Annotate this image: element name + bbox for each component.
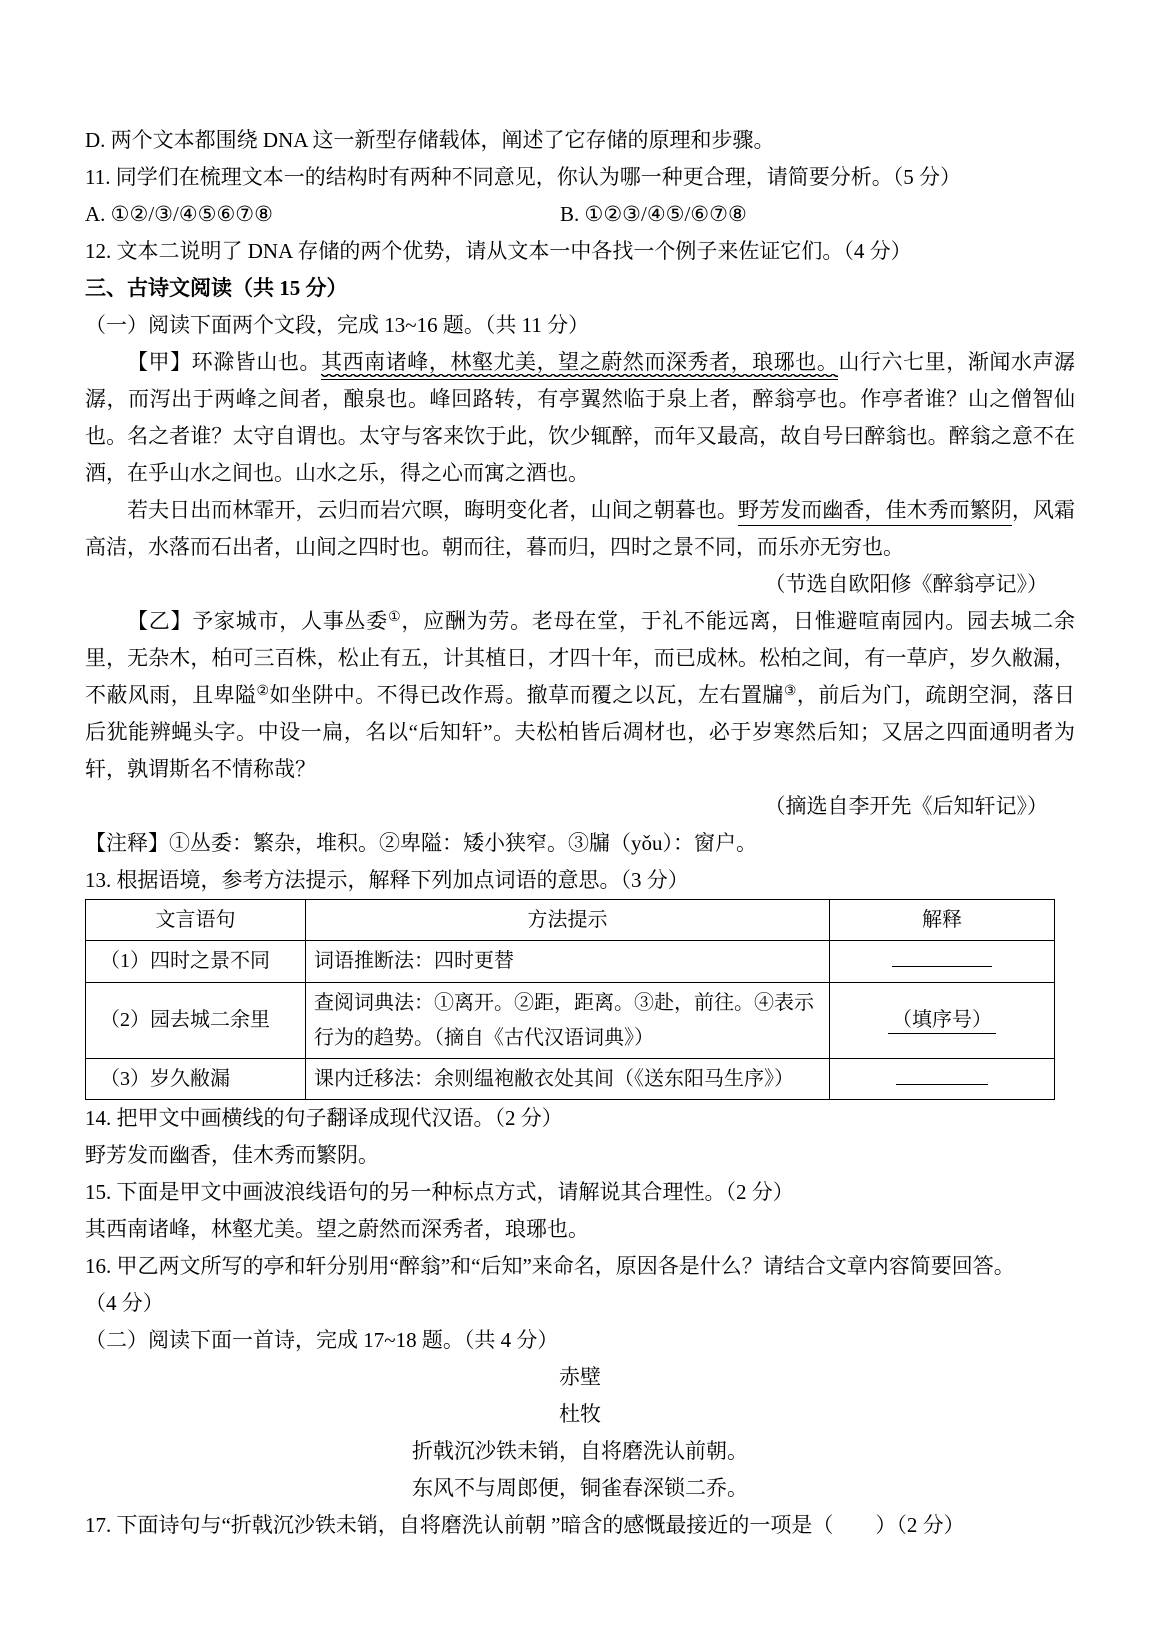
- question-14: 14. 把甲文中画横线的句子翻译成现代汉语。（2 分）: [85, 1106, 563, 1130]
- option-a: A. ①②/③/④⑤⑥⑦⑧: [85, 202, 273, 226]
- answer-blank: [892, 952, 992, 967]
- table-row: [86, 941, 1055, 983]
- passage-jia-paragraph-1: [85, 344, 1075, 492]
- answer-blank: [896, 1070, 988, 1085]
- column-header-answer: 解释: [830, 900, 1055, 941]
- jia-underlined-text: 野芳发而幽香，佳木秀而繁阴: [738, 498, 1012, 526]
- answer-cell: [830, 1059, 1055, 1100]
- note-ref-2: ②: [256, 684, 270, 699]
- jia-source-attribution: （节选自欧阳修《醉翁亭记》）: [764, 572, 1048, 596]
- column-header-hint: 方法提示: [306, 900, 830, 941]
- hint-cell: 查阅词典法：①离开。②距，距离。③赴，前往。④表示行为的趋势。（摘自《古代汉语词典》）: [306, 983, 830, 1059]
- yi-text: 【乙】予家城市，人事丛委: [127, 609, 389, 633]
- question-13: 13. 根据语境，参考方法提示，解释下列加点词语的意思。（3 分）: [85, 868, 689, 892]
- note-ref-3: ③: [783, 684, 797, 699]
- yi-text: ，前后为门，疏朗空洞，落日后犹能辨蝇头字。中设一扁，名以“后知轩”。夫松柏皆后凋材也，必于岁寒然后知；又居之四面通明者为轩，孰谓斯名不情称哉？: [85, 683, 1075, 781]
- hint-cell: 词语推断法：四时更替: [306, 941, 830, 983]
- answer-cell: [830, 941, 1055, 983]
- jia-text: ，风霜高洁，水落而石出者，山间之四时也。朝而往，暮而归，四时之景不同，而乐亦无穷也。: [85, 498, 1076, 559]
- question-15: 15. 下面是甲文中画波浪线语句的另一种标点方式，请解说其合理性。（2 分）: [85, 1180, 794, 1204]
- question-12: 12. 文本二说明了 DNA 存储的两个优势，请从文本一中各找一个例子来佐证它们。（4 分）: [85, 239, 912, 263]
- jia-text: 山行六七里，渐闻水声潺潺，而泻出于两峰之间者，酿泉也。峰回路转，有亭翼然临于泉上者，醉翁亭也。作亭者谁？山之僧智仙也。名之者谁？太守自谓也。太守与客来饮于此，饮少辄醉，而年又最高，故自号曰醉翁也。醉翁之意不在酒，在乎山水之间也。山水之乐，得之心而寓之酒也。: [85, 350, 1076, 485]
- section-3-title: 三、古诗文阅读（共 15 分）: [85, 276, 348, 300]
- answer-cell: [830, 983, 1055, 1059]
- passage-jia-paragraph-2: [85, 492, 1075, 566]
- poem-title: 赤壁: [559, 1365, 601, 1389]
- jia-text: 若夫日出而林霏开，云归而岩穴暝，晦明变化者，山间之朝暮也。: [127, 498, 738, 522]
- passage-yi-paragraph: [85, 603, 1075, 788]
- question-13-table: [85, 899, 1055, 1100]
- note-ref-1: ①: [388, 610, 402, 625]
- question-14-sentence: 野芳发而幽香，佳木秀而繁阴。: [85, 1143, 379, 1167]
- phrase-cell: （3）岁久敝漏: [86, 1059, 306, 1100]
- question-16-score: （4 分）: [85, 1291, 164, 1315]
- yi-source-attribution: （摘选自李开先《后知轩记》）: [764, 794, 1048, 818]
- poem-line-2: 东风不与周郎便，铜雀春深锁二乔。: [412, 1476, 748, 1500]
- question-17: 17. 下面诗句与“折戟沉沙铁未销，自将磨洗认前朝 ”暗含的感慨最接近的一项是（ ）（2 分）: [85, 1513, 965, 1537]
- hint-cell: 课内迁移法：余则缊袍敝衣处其间（《送东阳马生序》）: [306, 1059, 830, 1100]
- phrase-cell: （1）四时之景不同: [86, 941, 306, 983]
- fill-in-number-label: （填序号）: [888, 1009, 996, 1034]
- table-header-row: [86, 900, 1055, 941]
- yi-text: 如坐阱中。不得已改作焉。撤草而覆之以瓦，左右置牖: [269, 683, 784, 707]
- table-row: [86, 1059, 1055, 1100]
- option-b: B. ①②③/④⑤/⑥⑦⑧: [560, 202, 747, 226]
- table-row: [86, 983, 1055, 1059]
- question-11: 11. 同学们在梳理文本一的结构时有两种不同意见，你认为哪一种更合理，请简要分析。（5 分）: [85, 165, 961, 189]
- question-11-options: [85, 196, 1075, 233]
- footnotes: 【注释】①丛委：繁杂，堆积。②卑隘：矮小狭窄。③牖（yǒu）：窗户。: [85, 831, 757, 855]
- choice-option-d: D. 两个文本都围绕 DNA 这一新型存储载体，阐述了它存储的原理和步骤。: [85, 128, 775, 152]
- poem-line-1: 折戟沉沙铁未销，自将磨洗认前朝。: [412, 1439, 748, 1463]
- question-16: 16. 甲乙两文所写的亭和轩分别用“醉翁”和“后知”来命名，原因各是什么？请结合文章内容简要回答。: [85, 1254, 1015, 1278]
- column-header-phrase: 文言语句: [86, 900, 306, 941]
- part-2-intro: （二）阅读下面一首诗，完成 17~18 题。（共 4 分）: [85, 1328, 559, 1352]
- poem-author: 杜牧: [559, 1402, 601, 1426]
- yi-text: ，应酬为劳。老母在堂，于礼不能远离，日惟避喧南园内。园去城二余里，无杂木，柏可三百株，松止有五，计其植日，才四十年，而已成林。松柏之间，有一草庐，岁久敝漏，不蔽风雨，且卑隘: [85, 609, 1076, 707]
- jia-wavy-underlined-text: 其西南诸峰，林壑尤美，望之蔚然而深秀者，琅琊也。: [321, 350, 838, 380]
- question-15-sentence: 其西南诸峰，林壑尤美。望之蔚然而深秀者，琅琊也。: [85, 1217, 589, 1241]
- jia-text: 【甲】环滁皆山也。: [127, 350, 322, 374]
- phrase-cell: （2）园去城二余里: [86, 983, 306, 1059]
- part-1-intro: （一）阅读下面两个文段，完成 13~16 题。（共 11 分）: [85, 313, 590, 337]
